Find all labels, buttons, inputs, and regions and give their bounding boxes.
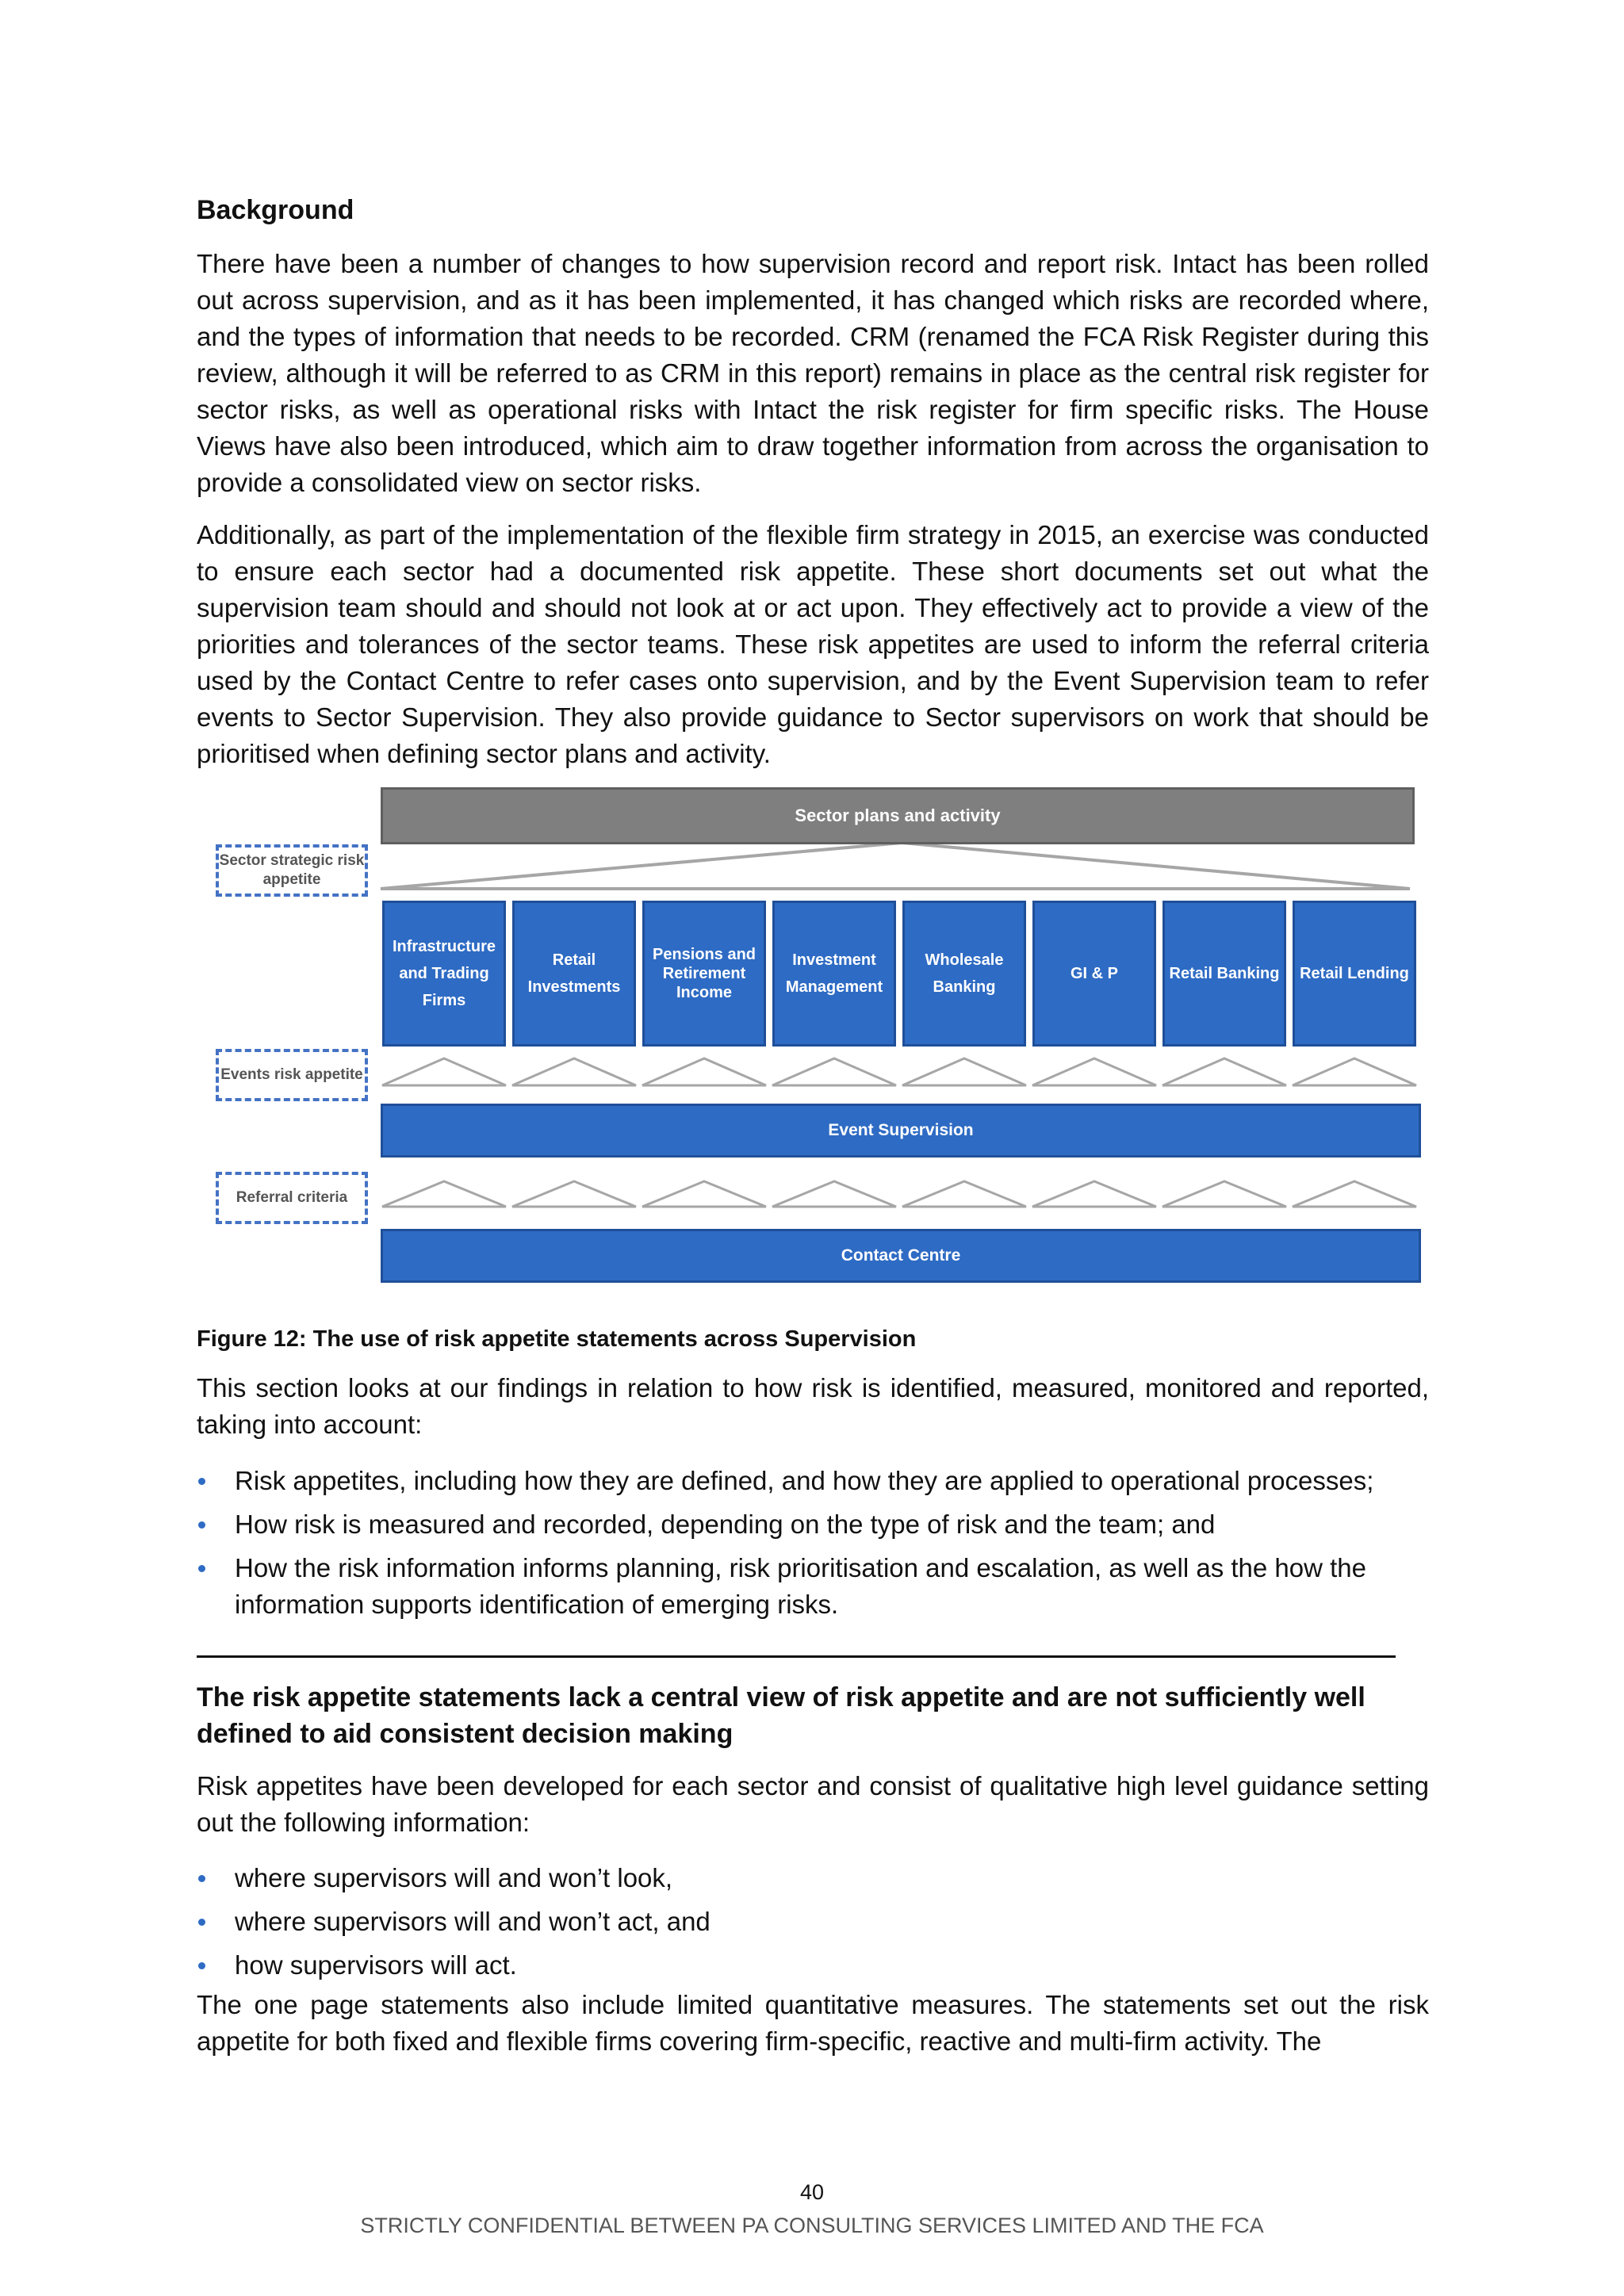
sector-box-investment-management: Investment Management <box>772 901 896 1047</box>
figure-caption: Figure 12: The use of risk appetite statements across Supervision <box>197 1326 917 1352</box>
finding-paragraph: Risk appetites have been developed for each sector and consist of qualitative high level guidance setting out the following information: <box>197 1771 1429 1837</box>
background-paragraph-2: Additionally, as part of the implementation of the flexible firm strategy in 2015, an exercise was conducted to ensure each sector had a documented risk appetite. These short documents set out what the supervision team should and should not look at or act upon. They effectively act to provide a view of the priorities and tolerances of the sector teams. These risk appetites are used to inform the referral criteria used by the Contact Centre to refer cases onto supervision, and by the Event Supervision team to refer events to Sector Supervision. They also provide guidance to Sector supervisors on work that should be prioritised when defining sector plans and activity. <box>197 520 1429 768</box>
referral-criteria-label: Referral criteria <box>216 1172 368 1224</box>
sector-box-retail-lending: Retail Lending <box>1293 901 1416 1047</box>
list-item: where supervisors will and won’t act, and <box>197 1904 1429 1940</box>
closing-paragraph: The one page statements also include limited quantitative measures. The statements set out the risk appetite for both fixed and flexible firms covering firm-specific, reactive and multi-firm activity. The <box>197 1990 1429 2056</box>
guidance-list <box>197 1860 1429 1991</box>
list-item: Risk appetites, including how they are defined, and how they are applied to operational processes; <box>197 1463 1429 1499</box>
list-item: How risk is measured and recorded, depending on the type of risk and the team; and <box>197 1506 1429 1543</box>
sector-box-wholesale-banking: Wholesale Banking <box>902 901 1026 1047</box>
risk-appetite-diagram <box>206 781 1423 1288</box>
sector-box-pensions: Pensions and Retirement Income <box>642 901 766 1047</box>
list-item: how supervisors will act. <box>197 1947 1429 1984</box>
contact-centre-bar: Contact Centre <box>381 1229 1421 1283</box>
sector-box-infrastructure: Infrastructure and Trading Firms <box>382 901 506 1047</box>
findings-scope-list <box>197 1463 1429 1630</box>
events-triangles <box>382 1058 1416 1085</box>
page-number: 40 <box>799 2180 825 2204</box>
section-divider <box>197 1655 1396 1658</box>
list-item: where supervisors will and won’t look, <box>197 1860 1429 1896</box>
events-risk-label: Events risk appetite <box>216 1049 368 1101</box>
background-heading: Background <box>197 195 354 225</box>
sector-box-retail-banking: Retail Banking <box>1162 901 1286 1047</box>
background-paragraph-1: There have been a number of changes to how supervision record and report risk. Intact has been rolled out across supervision, and as it has been implemented, it has changed which risks are recorded where, and the types of information that needs to be recorded. CRM (renamed the FCA Risk Register during this review, although it will be referred to as CRM in this report) remains in place as the central risk register for sector risks, as well as operational risks with Intact the risk register for firm specific risks. The House Views have also been introduced, which aim to draw together information from across the organisation to provide a consolidated view on sector risks. <box>197 249 1429 497</box>
confidentiality-footer: STRICTLY CONFIDENTIAL BETWEEN PA CONSULTING SERVICES LIMITED AND THE FCA <box>360 2214 1264 2237</box>
referral-triangles <box>382 1181 1416 1207</box>
list-item: How the risk information informs planning, risk prioritisation and escalation, as well as the how the information supports identification of emerging risks. <box>197 1550 1429 1623</box>
sector-plans-bar: Sector plans and activity <box>381 787 1415 844</box>
sector-strategic-label: Sector strategic risk appetite <box>216 844 368 897</box>
sector-box-gi-p: GI & P <box>1032 901 1156 1047</box>
sector-box-retail-investments: Retail Investments <box>512 901 636 1047</box>
strategic-triangle <box>381 843 1410 889</box>
section-intro: This section looks at our findings in relation to how risk is identified, measured, monitored and reported, taking into account: <box>197 1373 1429 1439</box>
event-supervision-bar: Event Supervision <box>381 1104 1421 1158</box>
finding-heading: The risk appetite statements lack a central view of risk appetite and are not sufficiently well defined to aid consistent decision making <box>197 1682 1365 1749</box>
